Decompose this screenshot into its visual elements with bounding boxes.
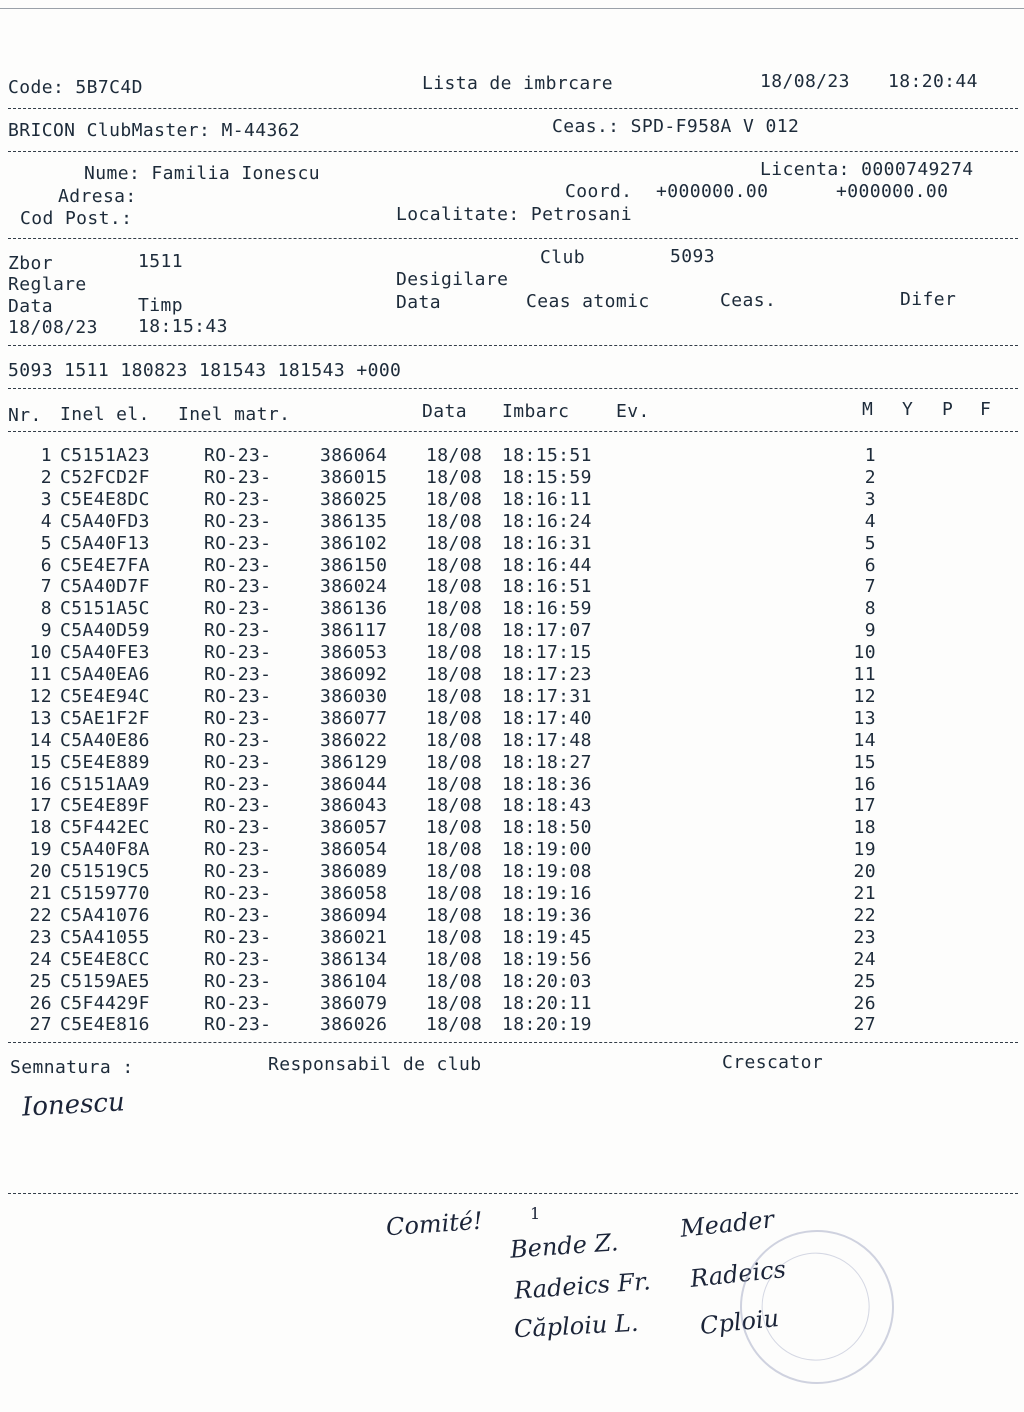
cell-time: 18:20:19 — [502, 1014, 592, 1036]
cell-el: C5A40F8A — [60, 839, 150, 861]
cell-pre: RO-23- — [204, 488, 272, 510]
cell-m: 17 — [853, 795, 876, 817]
cell-el: C5159AE5 — [60, 970, 150, 992]
page-top-edge — [0, 8, 1024, 9]
cell-el: C5E4E8DC — [60, 488, 150, 510]
cell-date: 18/08 — [426, 576, 483, 598]
table-row — [0, 534, 1024, 556]
divider — [8, 388, 1018, 389]
signature-label: Semnatura : — [10, 1057, 134, 1078]
flight-number: 1511 — [138, 251, 183, 272]
cell-nr: 8 — [40, 598, 52, 620]
cell-num: 386024 — [320, 576, 388, 598]
cell-m: 27 — [853, 1014, 876, 1036]
cell-nr: 22 — [29, 904, 52, 926]
cell-m: 16 — [853, 773, 876, 795]
cell-nr: 18 — [29, 817, 52, 839]
clock-id: Ceas.: SPD-F958A V 012 — [552, 116, 800, 137]
coord-latitude: +000000.00 — [656, 181, 769, 202]
cell-pre: RO-23- — [204, 904, 272, 926]
cell-m: 2 — [864, 466, 876, 488]
table-row — [0, 621, 1024, 643]
cell-num: 386015 — [320, 466, 388, 488]
cell-date: 18/08 — [426, 773, 483, 795]
print-time: 18:20:44 — [888, 71, 978, 92]
table-row — [0, 1015, 1024, 1037]
table-row — [0, 468, 1024, 490]
cell-num: 386021 — [320, 926, 388, 948]
cell-date: 18/08 — [426, 970, 483, 992]
cell-pre: RO-23- — [204, 883, 272, 904]
cell-m: 24 — [853, 948, 876, 970]
cell-el: C5A40FD3 — [60, 510, 150, 532]
table-row — [0, 556, 1024, 578]
cell-m: 14 — [853, 729, 876, 751]
cell-m: 12 — [853, 685, 876, 707]
cell-nr: 21 — [29, 883, 52, 904]
col-data: Data — [422, 401, 467, 422]
locality: Localitate: Petrosani — [396, 204, 632, 225]
cell-nr: 9 — [40, 620, 52, 642]
address-label: Adresa: — [58, 186, 137, 207]
divider — [8, 431, 1018, 432]
col-m: M — [862, 399, 874, 420]
col-p: P — [942, 399, 954, 420]
cell-pre: RO-23- — [204, 751, 272, 773]
clubmaster-id: BRICON ClubMaster: M-44362 — [8, 120, 301, 141]
table-row — [0, 490, 1024, 512]
flight-label: Zbor — [8, 253, 53, 274]
cell-el: C5A40FE3 — [60, 642, 150, 664]
document-title: Lista de imbrcare — [422, 73, 614, 94]
setting-label: Reglare — [8, 274, 87, 295]
table-row — [0, 446, 1024, 468]
cell-num: 386058 — [320, 883, 388, 904]
club-label: Club — [540, 247, 585, 268]
cell-nr: 14 — [29, 729, 52, 751]
unsealing-label: Desigilare — [396, 269, 509, 290]
cell-pre: RO-23- — [204, 554, 272, 576]
cell-num: 386092 — [320, 664, 388, 685]
cell-nr: 4 — [40, 510, 52, 532]
col-f: F — [980, 399, 992, 420]
committee-member-3: Căploiu L. — [513, 1308, 640, 1344]
cell-el: C5A40F13 — [60, 532, 150, 554]
cell-nr: 27 — [29, 1014, 52, 1036]
cell-pre: RO-23- — [204, 1014, 272, 1036]
cell-date: 18/08 — [426, 554, 483, 576]
cell-time: 18:19:16 — [502, 883, 592, 904]
cell-date: 18/08 — [426, 445, 483, 466]
cell-time: 18:19:45 — [502, 926, 592, 948]
owner-name: Nume: Familia Ionescu — [84, 163, 320, 184]
table-row — [0, 665, 1024, 687]
cell-nr: 11 — [29, 664, 52, 685]
cell-el: C5E4E889 — [60, 751, 150, 773]
cell-num: 386044 — [320, 773, 388, 795]
table-row — [0, 818, 1024, 840]
cell-nr: 2 — [40, 466, 52, 488]
table-row — [0, 796, 1024, 818]
col-ev: Ev. — [616, 401, 650, 422]
cell-time: 18:19:00 — [502, 839, 592, 861]
cell-m: 11 — [853, 664, 876, 685]
cell-num: 386054 — [320, 839, 388, 861]
time-label: Timp — [138, 295, 183, 316]
cell-time: 18:15:59 — [502, 466, 592, 488]
table-row — [0, 950, 1024, 972]
cell-el: C5F4429F — [60, 992, 150, 1014]
cell-num: 386129 — [320, 751, 388, 773]
table-row — [0, 709, 1024, 731]
cell-el: C51519C5 — [60, 861, 150, 883]
table-row — [0, 753, 1024, 775]
unseal-date-label: Data — [396, 292, 441, 313]
cell-m: 18 — [853, 817, 876, 839]
cell-date: 18/08 — [426, 729, 483, 751]
cell-el: C5E4E816 — [60, 1014, 150, 1036]
cell-num: 386025 — [320, 488, 388, 510]
cell-num: 386150 — [320, 554, 388, 576]
cell-pre: RO-23- — [204, 466, 272, 488]
table-row — [0, 928, 1024, 950]
cell-time: 18:19:56 — [502, 948, 592, 970]
committee-number: 1 — [530, 1204, 541, 1223]
cell-time: 18:16:51 — [502, 576, 592, 598]
cell-nr: 17 — [29, 795, 52, 817]
committee-signature-1: Meader — [678, 1205, 776, 1243]
atomic-clock-label: Ceas atomic — [526, 291, 650, 312]
cell-m: 15 — [853, 751, 876, 773]
coord-longitude: +000000.00 — [836, 181, 949, 202]
cell-m: 1 — [864, 445, 876, 466]
cell-num: 386030 — [320, 685, 388, 707]
table-row — [0, 840, 1024, 862]
cell-time: 18:17:23 — [502, 664, 592, 685]
cell-time: 18:18:50 — [502, 817, 592, 839]
license-number: Licenta: 0000749274 — [760, 159, 974, 180]
cell-num: 386104 — [320, 970, 388, 992]
table-row — [0, 972, 1024, 994]
date-label: Data — [8, 296, 53, 317]
cell-time: 18:17:40 — [502, 707, 592, 729]
cell-pre: RO-23- — [204, 729, 272, 751]
cell-pre: RO-23- — [204, 861, 272, 883]
cell-time: 18:19:08 — [502, 861, 592, 883]
postal-code-label: Cod Post.: — [20, 208, 133, 229]
cell-num: 386117 — [320, 620, 388, 642]
cell-m: 20 — [853, 861, 876, 883]
cell-time: 18:18:36 — [502, 773, 592, 795]
flight-summary: 5093 1511 180823 181543 181543 +000 — [8, 360, 402, 381]
cell-pre: RO-23- — [204, 839, 272, 861]
setting-time: 18:15:43 — [138, 316, 228, 337]
col-inel-matr: Inel matr. — [178, 404, 291, 425]
cell-pre: RO-23- — [204, 948, 272, 970]
cell-m: 13 — [853, 707, 876, 729]
cell-pre: RO-23- — [204, 642, 272, 664]
cell-m: 26 — [853, 992, 876, 1014]
cell-time: 18:17:07 — [502, 620, 592, 642]
cell-pre: RO-23- — [204, 445, 272, 466]
cell-nr: 3 — [40, 488, 52, 510]
cell-time: 18:17:15 — [502, 642, 592, 664]
table-row — [0, 643, 1024, 665]
cell-date: 18/08 — [426, 707, 483, 729]
cell-m: 25 — [853, 970, 876, 992]
cell-el: C5159770 — [60, 883, 150, 904]
cell-date: 18/08 — [426, 532, 483, 554]
cell-num: 386094 — [320, 904, 388, 926]
cell-date: 18/08 — [426, 817, 483, 839]
cell-nr: 5 — [40, 532, 52, 554]
cell-m: 22 — [853, 904, 876, 926]
cell-nr: 20 — [29, 861, 52, 883]
cell-date: 18/08 — [426, 795, 483, 817]
cell-nr: 23 — [29, 926, 52, 948]
cell-nr: 13 — [29, 707, 52, 729]
committee-signature-3: Cploiu — [698, 1303, 781, 1341]
committee-signature-2: Radeics — [688, 1255, 788, 1293]
club-responsible-label: Responsabil de club — [268, 1054, 482, 1075]
cell-m: 5 — [864, 532, 876, 554]
cell-date: 18/08 — [426, 751, 483, 773]
cell-date: 18/08 — [426, 642, 483, 664]
cell-date: 18/08 — [426, 1014, 483, 1036]
cell-nr: 26 — [29, 992, 52, 1014]
breeder-label: Crescator — [722, 1052, 824, 1073]
table-row — [0, 731, 1024, 753]
cell-el: C5151AA9 — [60, 773, 150, 795]
club-number: 5093 — [670, 246, 715, 267]
cell-num: 386102 — [320, 532, 388, 554]
cell-time: 18:20:03 — [502, 970, 592, 992]
table-row — [0, 906, 1024, 928]
cell-pre: RO-23- — [204, 510, 272, 532]
cell-time: 18:18:27 — [502, 751, 592, 773]
cell-date: 18/08 — [426, 861, 483, 883]
cell-num: 386057 — [320, 817, 388, 839]
cell-num: 386089 — [320, 861, 388, 883]
cell-date: 18/08 — [426, 620, 483, 642]
cell-pre: RO-23- — [204, 970, 272, 992]
cell-pre: RO-23- — [204, 773, 272, 795]
divider — [8, 108, 1018, 109]
cell-nr: 6 — [40, 554, 52, 576]
cell-num: 386043 — [320, 795, 388, 817]
cell-pre: RO-23- — [204, 576, 272, 598]
table-row — [0, 599, 1024, 621]
cell-pre: RO-23- — [204, 620, 272, 642]
cell-num: 386136 — [320, 598, 388, 620]
cell-m: 9 — [864, 620, 876, 642]
cell-time: 18:16:31 — [502, 532, 592, 554]
cell-el: C5E4E89F — [60, 795, 150, 817]
cell-el: C5151A5C — [60, 598, 150, 620]
cell-time: 18:19:36 — [502, 904, 592, 926]
cell-date: 18/08 — [426, 992, 483, 1014]
cell-m: 10 — [853, 642, 876, 664]
cell-m: 23 — [853, 926, 876, 948]
cell-el: C5151A23 — [60, 445, 150, 466]
cell-pre: RO-23- — [204, 664, 272, 685]
cell-el: C5A40D7F — [60, 576, 150, 598]
owner-signature: Ionescu — [21, 1087, 126, 1123]
committee-label: Comité! — [385, 1206, 484, 1242]
cell-nr: 7 — [40, 576, 52, 598]
col-y: Y — [902, 399, 914, 420]
cell-date: 18/08 — [426, 598, 483, 620]
cell-el: C5A40E86 — [60, 729, 150, 751]
clock-label: Ceas. — [720, 290, 777, 311]
cell-el: C5A40D59 — [60, 620, 150, 642]
cell-pre: RO-23- — [204, 926, 272, 948]
cell-el: C5A41055 — [60, 926, 150, 948]
cell-time: 18:18:43 — [502, 795, 592, 817]
cell-el: C5A41076 — [60, 904, 150, 926]
print-date: 18/08/23 — [760, 71, 850, 92]
cell-nr: 19 — [29, 839, 52, 861]
cell-num: 386026 — [320, 1014, 388, 1036]
cell-date: 18/08 — [426, 839, 483, 861]
cell-time: 18:17:31 — [502, 685, 592, 707]
committee-member-1: Bende Z. — [509, 1228, 620, 1264]
cell-el: C5E4E8CC — [60, 948, 150, 970]
col-imbarc: Imbarc — [502, 401, 570, 422]
committee-member-2: Radeics Fr. — [513, 1267, 652, 1305]
cell-date: 18/08 — [426, 883, 483, 904]
cell-date: 18/08 — [426, 466, 483, 488]
cell-nr: 25 — [29, 970, 52, 992]
cell-time: 18:15:51 — [502, 445, 592, 466]
cell-num: 386077 — [320, 707, 388, 729]
divider — [8, 151, 1018, 152]
cell-nr: 24 — [29, 948, 52, 970]
difference-label: Difer — [900, 289, 957, 310]
divider — [8, 345, 1018, 346]
cell-nr: 1 — [40, 445, 52, 466]
coord-label: Coord. — [565, 181, 633, 202]
cell-num: 386022 — [320, 729, 388, 751]
cell-nr: 16 — [29, 773, 52, 795]
cell-el: C5F442EC — [60, 817, 150, 839]
table-row — [0, 687, 1024, 709]
cell-m: 3 — [864, 488, 876, 510]
table-row — [0, 884, 1024, 906]
cell-pre: RO-23- — [204, 532, 272, 554]
divider — [8, 238, 1018, 239]
cell-m: 8 — [864, 598, 876, 620]
cell-date: 18/08 — [426, 904, 483, 926]
cell-el: C5AE1F2F — [60, 707, 150, 729]
cell-time: 18:17:48 — [502, 729, 592, 751]
table-row — [0, 775, 1024, 797]
cell-time: 18:16:59 — [502, 598, 592, 620]
cell-time: 18:20:11 — [502, 992, 592, 1014]
cell-num: 386134 — [320, 948, 388, 970]
cell-el: C5E4E94C — [60, 685, 150, 707]
cell-date: 18/08 — [426, 685, 483, 707]
table-row — [0, 994, 1024, 1016]
cell-time: 18:16:24 — [502, 510, 592, 532]
cell-nr: 15 — [29, 751, 52, 773]
cell-num: 386135 — [320, 510, 388, 532]
cell-nr: 12 — [29, 685, 52, 707]
cell-m: 6 — [864, 554, 876, 576]
cell-date: 18/08 — [426, 664, 483, 685]
table-row — [0, 512, 1024, 534]
cell-pre: RO-23- — [204, 992, 272, 1014]
cell-pre: RO-23- — [204, 598, 272, 620]
cell-m: 21 — [853, 883, 876, 904]
col-inel-el: Inel el. — [60, 404, 150, 425]
cell-m: 7 — [864, 576, 876, 598]
cell-pre: RO-23- — [204, 795, 272, 817]
cell-pre: RO-23- — [204, 817, 272, 839]
setting-date: 18/08/23 — [8, 317, 98, 338]
cell-num: 386079 — [320, 992, 388, 1014]
cell-nr: 10 — [29, 642, 52, 664]
cell-date: 18/08 — [426, 488, 483, 510]
cell-el: C52FCD2F — [60, 466, 150, 488]
cell-pre: RO-23- — [204, 685, 272, 707]
cell-pre: RO-23- — [204, 707, 272, 729]
cell-time: 18:16:11 — [502, 488, 592, 510]
table-row — [0, 577, 1024, 599]
divider — [8, 1193, 1018, 1194]
cell-el: C5E4E7FA — [60, 554, 150, 576]
cell-num: 386064 — [320, 445, 388, 466]
col-nr: Nr. — [8, 405, 42, 426]
cell-el: C5A40EA6 — [60, 664, 150, 685]
cell-time: 18:16:44 — [502, 554, 592, 576]
cell-date: 18/08 — [426, 926, 483, 948]
cell-m: 19 — [853, 839, 876, 861]
code-label: Code: 5B7C4D — [8, 77, 143, 98]
cell-date: 18/08 — [426, 948, 483, 970]
cell-m: 4 — [864, 510, 876, 532]
cell-num: 386053 — [320, 642, 388, 664]
divider — [8, 1042, 1018, 1043]
cell-date: 18/08 — [426, 510, 483, 532]
table-row — [0, 862, 1024, 884]
